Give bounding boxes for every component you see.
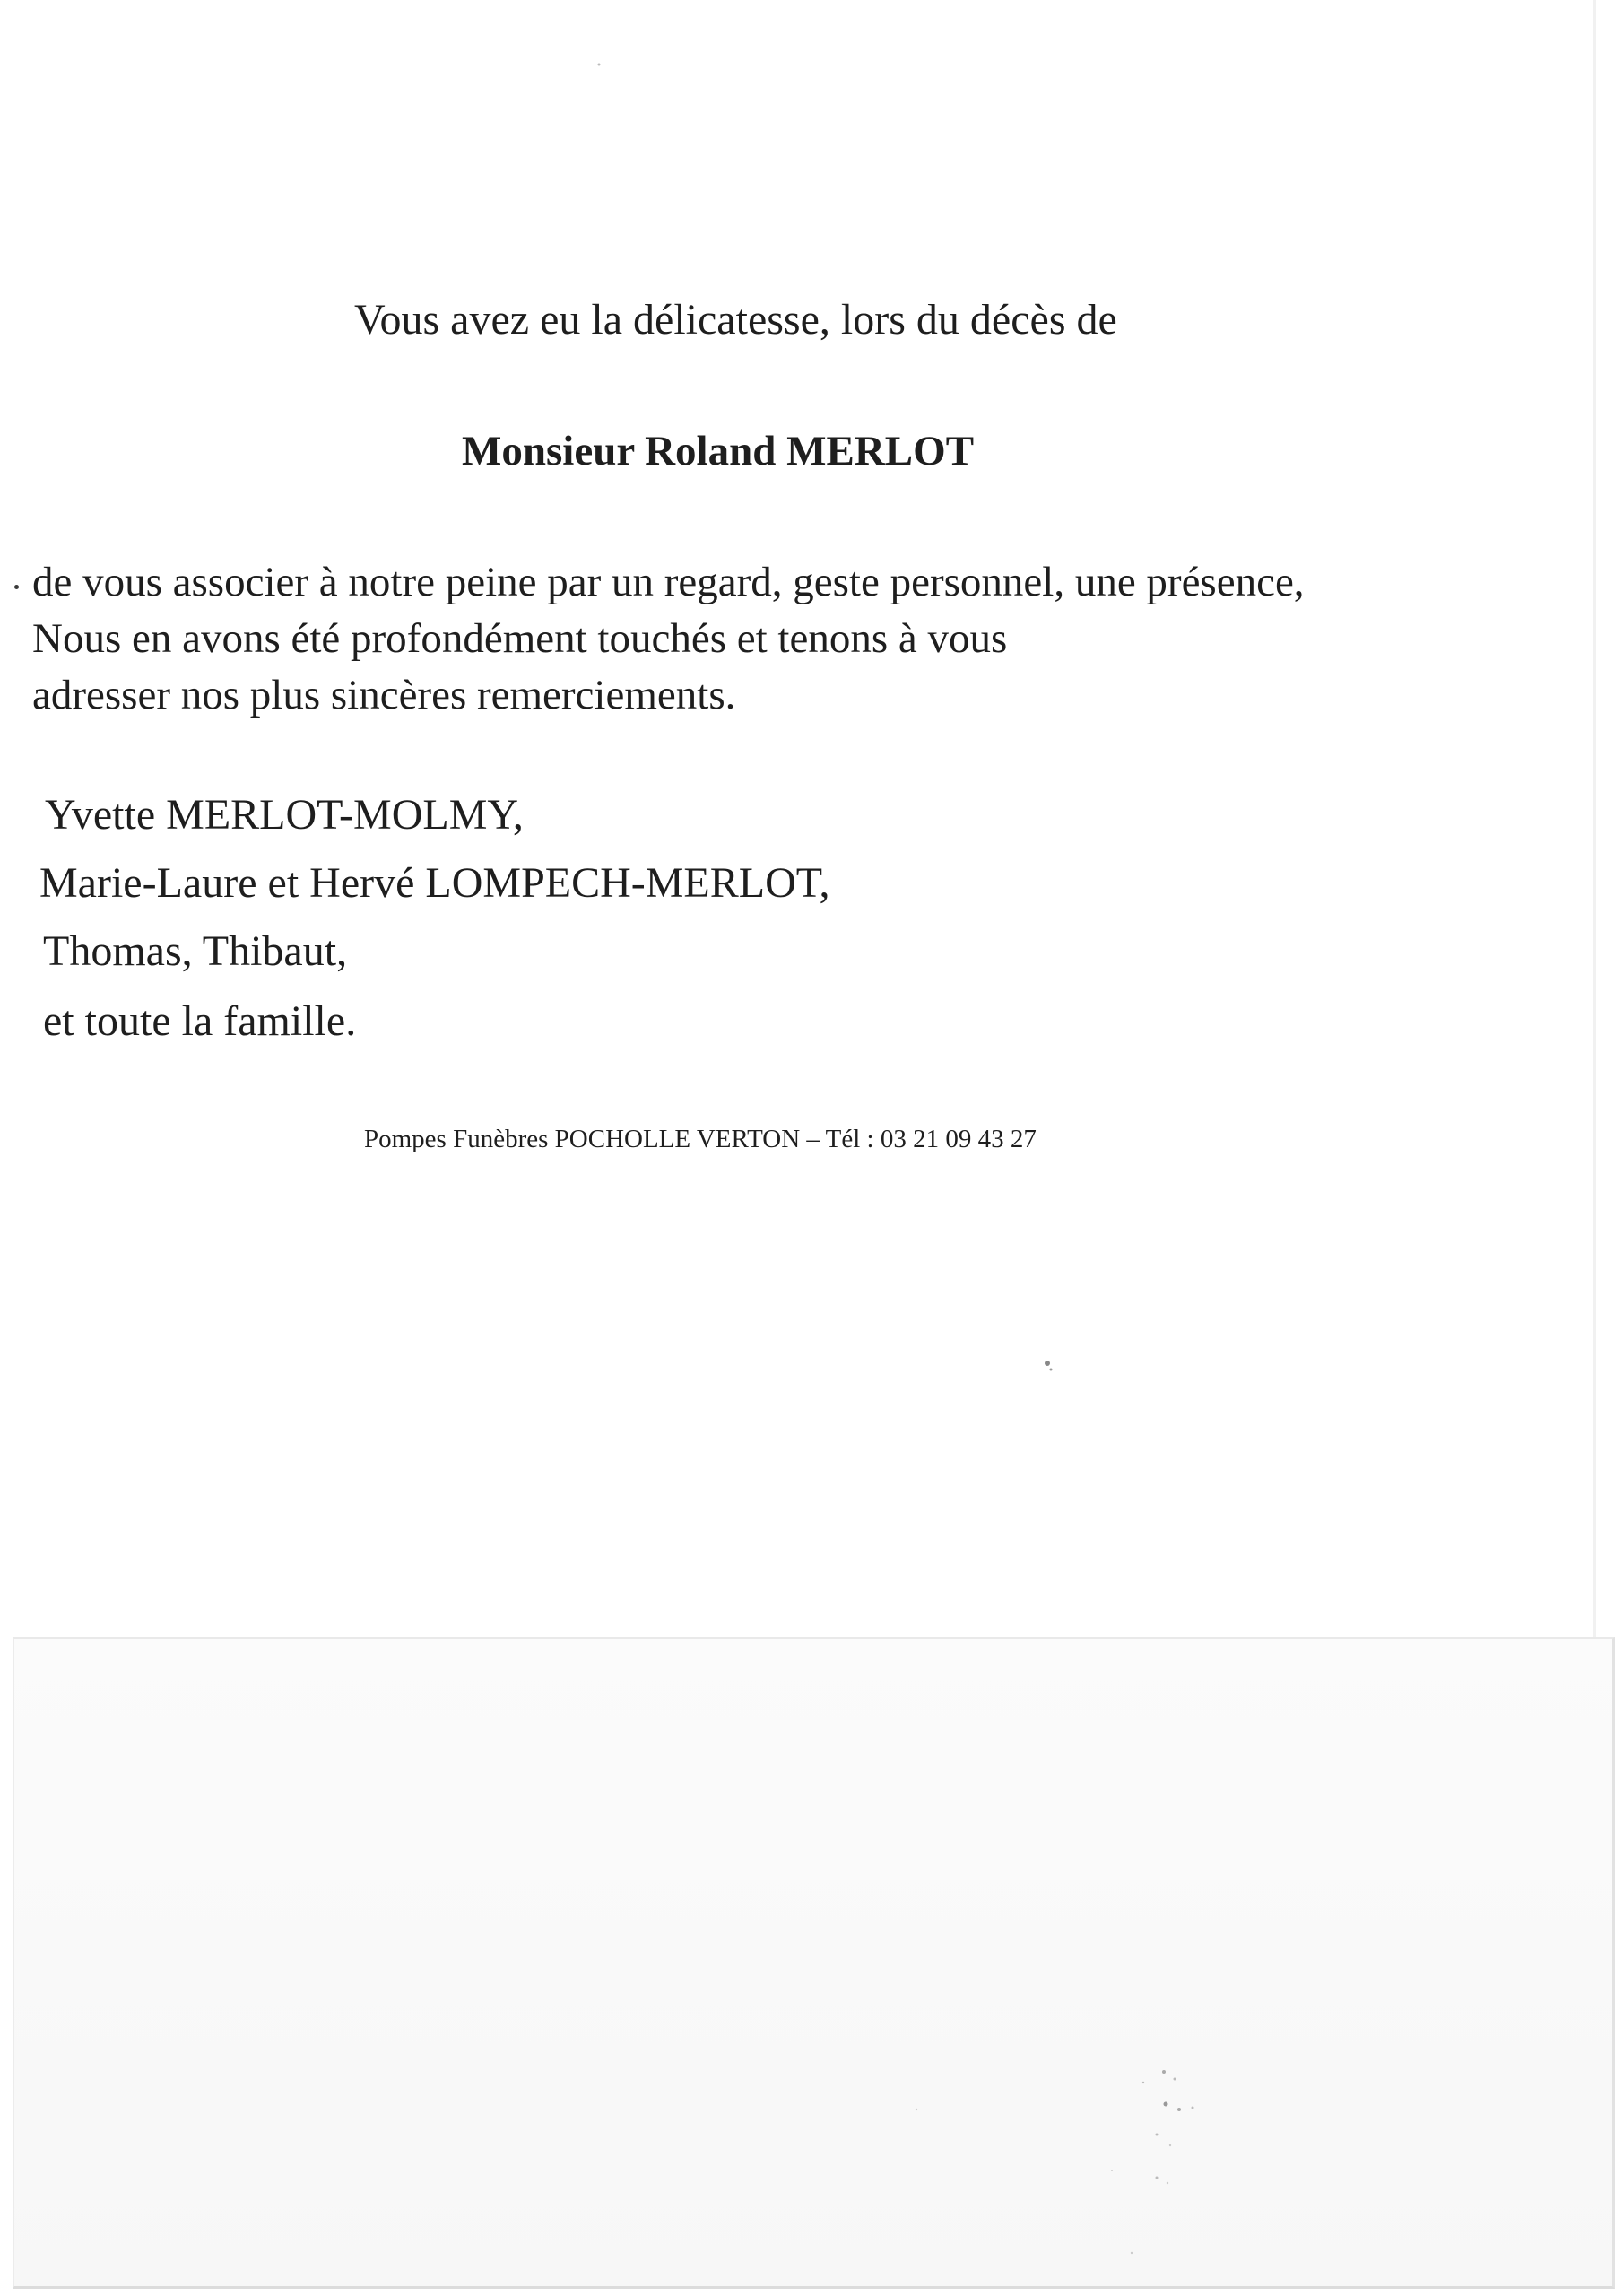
body-line-2: Nous en avons été profondément touchés et tenons à vous — [32, 615, 1008, 662]
intro-line: Vous avez eu la délicatesse, lors du décès de — [354, 296, 1117, 344]
signature-line-3: Thomas, Thibaut, — [43, 927, 348, 975]
deceased-name: Monsieur Roland MERLOT — [462, 428, 975, 474]
signature-line-2: Marie-Laure et Hervé LOMPECH-MERLOT, — [39, 859, 830, 907]
signature-line-1: Yvette MERLOT-MOLMY, — [45, 791, 524, 839]
body-line-1: de vous associer à notre peine par un regard, geste personnel, une présence, — [32, 559, 1305, 605]
signature-line-4: et toute la famille. — [43, 997, 357, 1045]
funeral-home-line: Pompes Funèbres POCHOLLE VERTON – Tél : 03 21 09 43 27 — [364, 1125, 1037, 1153]
body-line-3: adresser nos plus sincères remerciements. — [32, 672, 736, 718]
